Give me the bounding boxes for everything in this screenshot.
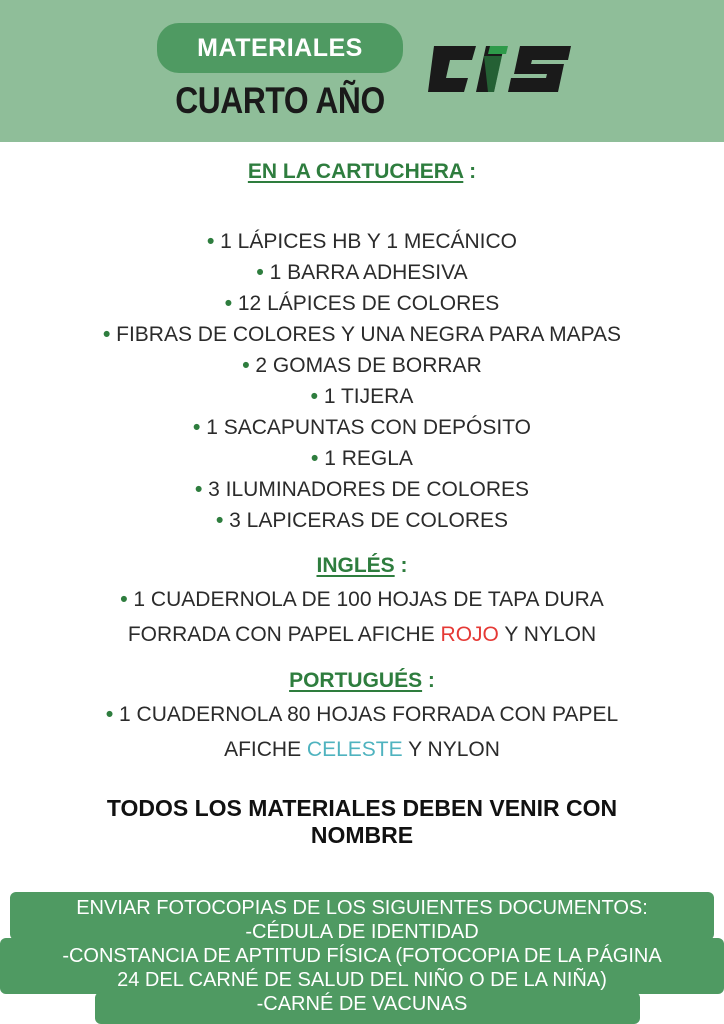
header-band — [0, 0, 724, 142]
logo-letter-s — [508, 46, 571, 92]
list-item: • 1 TIJERA — [310, 385, 414, 408]
celeste-highlight: CELESTE — [306, 738, 403, 761]
materiales-pill — [157, 23, 403, 73]
list-item: • 2 GOMAS DE BORRAR — [242, 354, 482, 377]
cartuchera-heading: EN LA CARTUCHERA : — [247, 160, 477, 183]
pill-label: MATERIALES — [197, 33, 363, 62]
ingles-item-line2: FORRADA CON PAPEL AFICHE ROJO Y NYLON — [127, 623, 597, 646]
list-item: • 1 REGLA — [311, 447, 413, 470]
portugues-item-line1: • 1 CUADERNOLA 80 HOJAS FORRADA CON PAPEL — [105, 703, 619, 726]
list-item: • 1 BARRA ADHESIVA — [256, 261, 468, 284]
materials-list — [0, 160, 724, 770]
list-item: • 1 SACAPUNTAS CON DEPÓSITO — [193, 416, 531, 439]
name-notice: TODOS LOS MATERIALES DEBEN VENIR CON NOMBRE — [106, 795, 618, 848]
logo-letter-c — [428, 46, 476, 92]
document-line: ENVIAR FOTOCOPIAS DE LOS SIGUIENTES DOCUMENTOS: — [76, 897, 648, 919]
document-line: 24 DEL CARNÉ DE SALUD DEL NIÑO O DE LA NIÑA) — [117, 969, 607, 991]
document-line: -CÉDULA DE IDENTIDAD — [245, 921, 479, 943]
cartuchera-items — [0, 226, 724, 536]
documents-text — [0, 896, 724, 1016]
documents-box — [0, 892, 724, 1024]
grade-subtitle: CUARTO AÑO — [175, 80, 385, 121]
list-item: • 12 LÁPICES DE COLORES — [224, 292, 500, 315]
logo-accent — [488, 46, 508, 54]
list-item: • 1 LÁPICES HB Y 1 MECÁNICO — [206, 230, 518, 253]
document-line: -CARNÉ DE VACUNAS — [256, 993, 468, 1015]
list-item: • FIBRAS DE COLORES Y UNA NEGRA PARA MAPAS — [102, 323, 622, 346]
rojo-highlight: ROJO — [440, 623, 499, 646]
document-line: -CONSTANCIA DE APTITUD FÍSICA (FOTOCOPIA DE LA PÁGINA — [62, 945, 662, 967]
portugues-item-line2: AFICHE CELESTE Y NYLON — [224, 738, 500, 761]
ingles-item-line1: • 1 CUADERNOLA DE 100 HOJAS DE TAPA DURA — [120, 588, 604, 611]
cis-logo — [428, 38, 573, 100]
list-item: • 3 ILUMINADORES DE COLORES — [194, 478, 530, 501]
portugues-heading: PORTUGUÉS : — [289, 669, 435, 692]
ingles-heading: INGLÉS : — [316, 554, 408, 577]
list-item: • 3 LAPICERAS DE COLORES — [215, 509, 509, 532]
